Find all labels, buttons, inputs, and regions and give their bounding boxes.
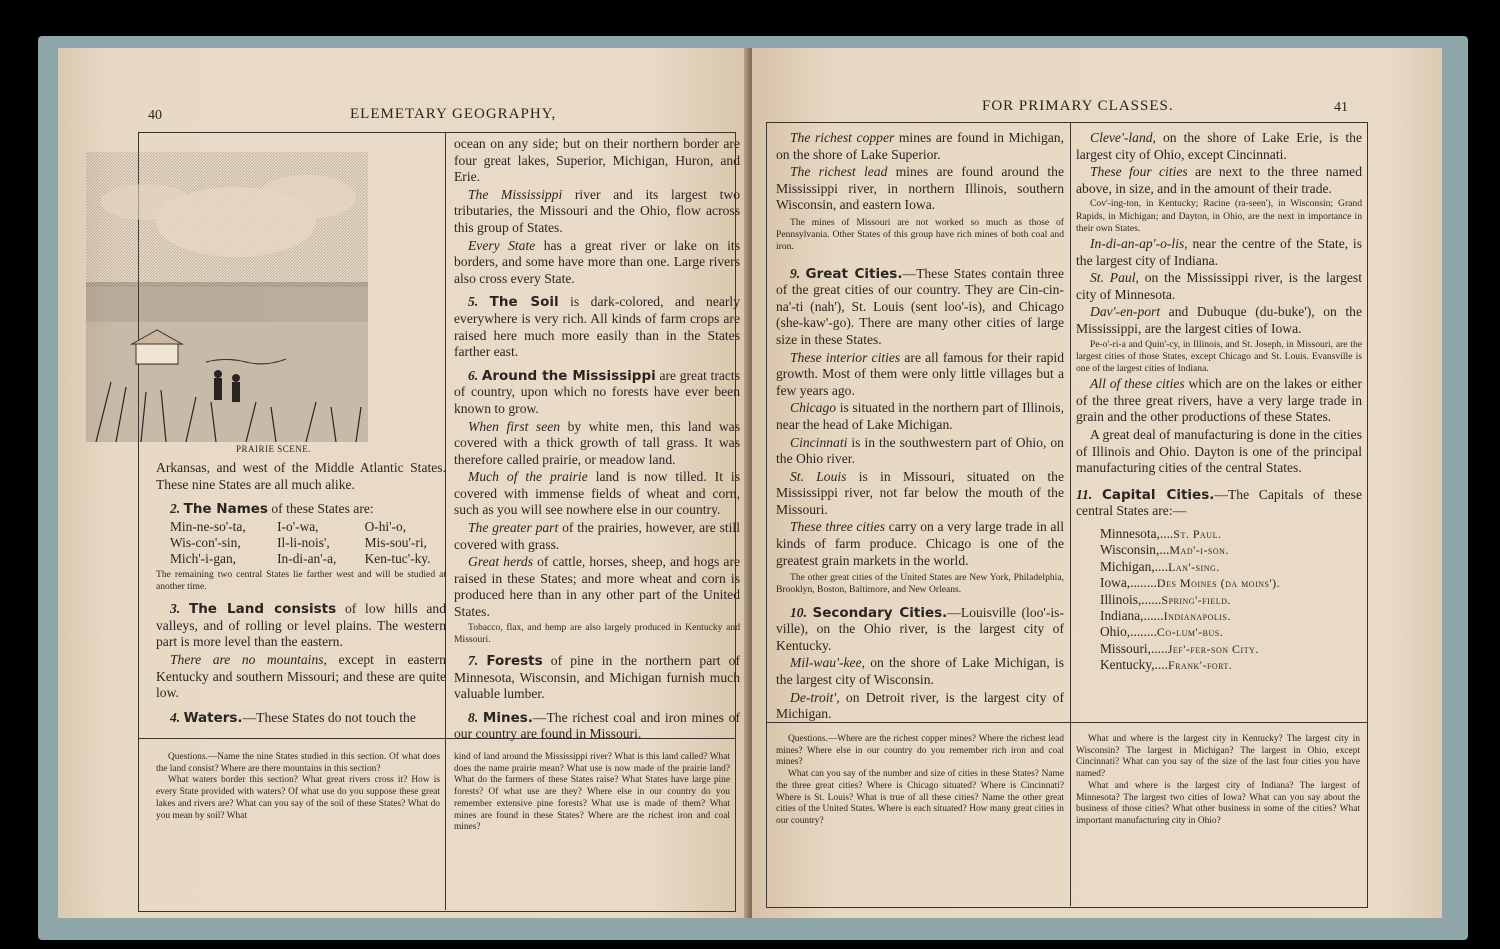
capital-row: Kentucky,....Frank'-fort.	[1100, 657, 1233, 673]
questions-column-divider	[445, 738, 446, 910]
paragraph: Chicago is situated in the northern part of Illinois, near the head of Lake Michigan.	[776, 400, 1064, 432]
note: Tobacco, flax, and hemp are also largely produced in Kentucky and Missouri.	[454, 621, 740, 645]
paragraph: In-di-an-ap'-o-lis, near the centre of the State, is the largest city of Indiana.	[1076, 235, 1362, 268]
names-note: The remaining two central States lie farther west and will be studied at another time.	[156, 568, 446, 592]
questions-column-divider	[1070, 722, 1071, 906]
note: Pe-o'-ri-a and Quin'-cy, in Illinois, and St. Joseph, in Missouri, are the largest cities of those States, except Chicago and St. Louis. Evansville is one of the largest cities of Indiana.	[1076, 338, 1362, 374]
capital-row: Illinois,......Spring'-field.	[1100, 591, 1231, 607]
capital-row: Indiana,......Indianapolis.	[1100, 607, 1231, 623]
section-2-heading: 2. The Names of these States are:	[170, 501, 374, 518]
paragraph: The richest copper mines are found in Michigan, on the shore of Lake Superior.	[776, 130, 1064, 162]
prairie-scene-illustration	[86, 152, 368, 442]
capitals-list	[1100, 526, 1362, 674]
section-11-paragraph: 11. Capital Cities.—The Capitals of these central States are:—	[1076, 486, 1363, 519]
right-column-2	[1076, 130, 1362, 674]
note: The mines of Missouri are not worked so much as those of Pennsylvania. Other States of this group have rich mines of both coal and iron.	[776, 216, 1064, 253]
names-row: Wis-con'-sin, Il-li-nois', Mis-sou'-ri,	[170, 534, 427, 550]
capital-row: Ohio,........Co-lum'-bus.	[1100, 624, 1224, 640]
section-7-paragraph: 7. Forests of pine in the northern part of Minnesota, Wisconsin, and Michigan furnish much valuable lumber.	[454, 653, 740, 702]
note: Cov'-ing-ton, in Kentucky; Racine (ra-seen'), in Wisconsin; Grand Rapids, in Michigan; and Dayton, in Ohio, are the next in importance in their own States.	[1076, 198, 1362, 234]
section-9-paragraph: 9. Great Cities.—These States contain three of the great cities of our country. They are Cin-cin-na'-ti (nah'), St. Louis (sent loo'-is), and Chicago (she-kaw'-go). There are many other cities of large size in these States.	[776, 265, 1064, 347]
section-8-paragraph: 8. Mines.—The richest coal and iron mines of our country are found in Missouri.	[454, 709, 740, 742]
questions-text: What can you say of the number and size of cities in these States? Name the three great cities? Where is Chicago situated? Where is Cincinnati? Where is St. Louis? What is true of all these cities? Name the other great cities of the United States. Where is each situated? How many great cities in our country?	[776, 769, 1064, 826]
right-page-number: 41	[1334, 100, 1348, 115]
questions-left-col	[156, 752, 440, 822]
paragraph: These interior cities are all famous for their rapid growth. Most of them were only little villages but a few years ago.	[776, 349, 1064, 398]
note: The other great cities of the United States are New York, Philadelphia, Brooklyn, Boston, Baltimore, and New Orleans.	[776, 572, 1064, 596]
paragraph: Cincinnati is in the southwestern part of Ohio, on the Ohio river.	[776, 434, 1064, 467]
paragraph: ocean on any side; but on their northern border are four great lakes, Superior, Michigan, Huron, and Erie.	[454, 136, 740, 185]
questions-text: What and where is the largest city in Kentucky? The largest city in Wisconsin? The largest in Michigan? The largest in Ohio, except Cincinnati? What can you say of the size of the last four cities you have named?	[1076, 734, 1360, 780]
paragraph: St. Paul, on the Mississippi river, is the largest city of Minnesota.	[1076, 270, 1362, 302]
names-row: Mich'-i-gan, In-di-an'-a, Ken-tuc'-ky.	[170, 550, 431, 566]
paragraph: Great herds of cattle, horses, sheep, and hogs are raised in these States; and more wheat and corn is produced here than in any other part of the United States.	[454, 554, 740, 620]
section-3-paragraph-2: There are no mountains, except in eastern Kentucky and southern Missouri; and these are quite low.	[156, 651, 446, 701]
state-names-table	[156, 519, 446, 567]
questions-text: What waters border this section? What great rivers cross it? How is every State provided with waters? Of what use do you suppose these great lakes and rivers are? What can you say of the soil of these States? What do you mean by soil? What	[156, 775, 440, 821]
paragraph: Cleve'-land, on the shore of Lake Erie, is the largest city of Ohio, except Cincinnati.	[1076, 130, 1362, 162]
paragraph: These four cities are next to the three named above, in size, and in the amount of their trade.	[1076, 164, 1362, 196]
section-4-paragraph: 4. Waters.—These States do not touch the	[170, 709, 416, 726]
paragraph: A great deal of manufacturing is done in the cities of Illinois and Ohio. Dayton is one of the principal manufacturing cities of the central States.	[1076, 426, 1362, 476]
section-6-paragraph: 6. Around the Mississippi are great tracts of country, upon which no forests have ever been known to grow.	[454, 367, 740, 416]
right-page-header: FOR PRIMARY CLASSES.	[982, 98, 1174, 114]
questions-right-col	[454, 752, 730, 834]
paragraph: St. Louis is in Missouri, situated on the Mississippi river, not far below the mouth of the Missouri.	[776, 468, 1064, 517]
section-10-paragraph: 10. Secondary Cities.—Louisville (loo'-is-ville), on the Ohio river, is the largest city of Kentucky.	[776, 604, 1065, 653]
left-column-1	[156, 460, 446, 727]
capital-row: Minnesota,....St. Paul.	[1100, 525, 1222, 541]
paragraph: The richest lead mines are found around the Mississippi river, in northern Illinois, southern Wisconsin, and eastern Iowa.	[776, 164, 1064, 213]
paragraph: Every State has a great river or lake on its borders, and some have more than one. Large rivers also cross every State.	[454, 237, 740, 286]
column-divider	[1070, 123, 1071, 723]
questions-text: Questions.—Where are the richest copper mines? Where the richest lead mines? Where else in our country do you remember rich iron and coal mines?	[776, 734, 1064, 768]
paragraph: De-troit', on Detroit river, is the largest city of Michigan.	[776, 689, 1064, 722]
right-page	[752, 48, 1442, 918]
left-page-header: ELEMETARY GEOGRAPHY,	[350, 106, 557, 122]
capital-row: Wisconsin,...Mad'-i-son.	[1100, 542, 1229, 558]
section-3-paragraph: 3. The Land consists of low hills and valleys, and of rolling or level plains. The western part is more level than the eastern.	[156, 601, 447, 650]
capital-row: Iowa,........Des Moines (da moins').	[1100, 575, 1281, 591]
left-page	[58, 48, 748, 918]
questions-text: What and where is the largest city of Indiana? The largest of Minnesota? The largest two cities of Iowa? What can you say about the business of those cities? What other business in some of the cities? What important manufacturing city in Ohio?	[1076, 780, 1360, 826]
questions-left-col	[776, 734, 1064, 828]
paragraph: When first seen by white men, this land was covered with a thick growth of tall grass. It was therefore called prairie, or meadow land.	[454, 418, 740, 467]
illustration-caption: PRAIRIE SCENE.	[236, 444, 312, 454]
left-column-2	[454, 136, 740, 744]
paragraph: Mil-wau'-kee, on the shore of Lake Michigan, is the largest city of Wisconsin.	[776, 655, 1064, 688]
left-page-number: 40	[148, 108, 162, 123]
paragraph: These three cities carry on a very large trade in all kinds of farm produce. Chicago is one of the greatest grain markets in the world.	[776, 519, 1064, 568]
paragraph: All of these cities which are on the lakes or either of the three great rivers, have a very large trade in grain and the other productions of these States.	[1076, 376, 1362, 425]
names-row: Min-ne-so'-ta, I-o'-wa, O-hi'-o,	[170, 518, 407, 534]
intro-paragraph: Arkansas, and west of the Middle Atlantic States. These nine States are all much alike.	[156, 460, 446, 492]
paragraph: Much of the prairie land is now tilled. It is covered with immense fields of wheat and corn, such as you will see nowhere else in our country.	[454, 469, 740, 518]
right-column-1	[776, 130, 1064, 724]
questions-text: Questions.—Name the nine States studied in this section. Of what does the land consist? Where are there mountains in this section?	[156, 752, 440, 774]
paragraph: Dav'-en-port and Dubuque (du-buke'), on the Mississippi, are the largest cities of Iowa.	[1076, 304, 1362, 336]
questions-right-col	[1076, 734, 1360, 828]
capital-row: Missouri,.....Jef'-fer-son City.	[1100, 640, 1259, 656]
paragraph: The greater part of the prairies, however, are still covered with grass.	[454, 520, 740, 552]
questions-text: kind of land around the Mississippi river? What is this land called? What does the name prairie mean? What use is now made of the prairie land? What do the farmers of these States raise? What States have large pine forests? Of what use are they? Where else in our country do you remember extensive pine forests? What use is made of them? What mines are found in these States? Where are the richest iron and coal mines?	[454, 752, 730, 833]
paragraph: The Mississippi river and its largest two tributaries, the Missouri and the Ohio, flow across this group of States.	[454, 186, 740, 235]
section-5-paragraph: 5. The Soil is dark-colored, and nearly everywhere is very rich. All kinds of farm crops are raised here much more easily than in the States farther east.	[454, 294, 741, 360]
capital-row: Michigan,....Lan'-sing.	[1100, 558, 1220, 574]
